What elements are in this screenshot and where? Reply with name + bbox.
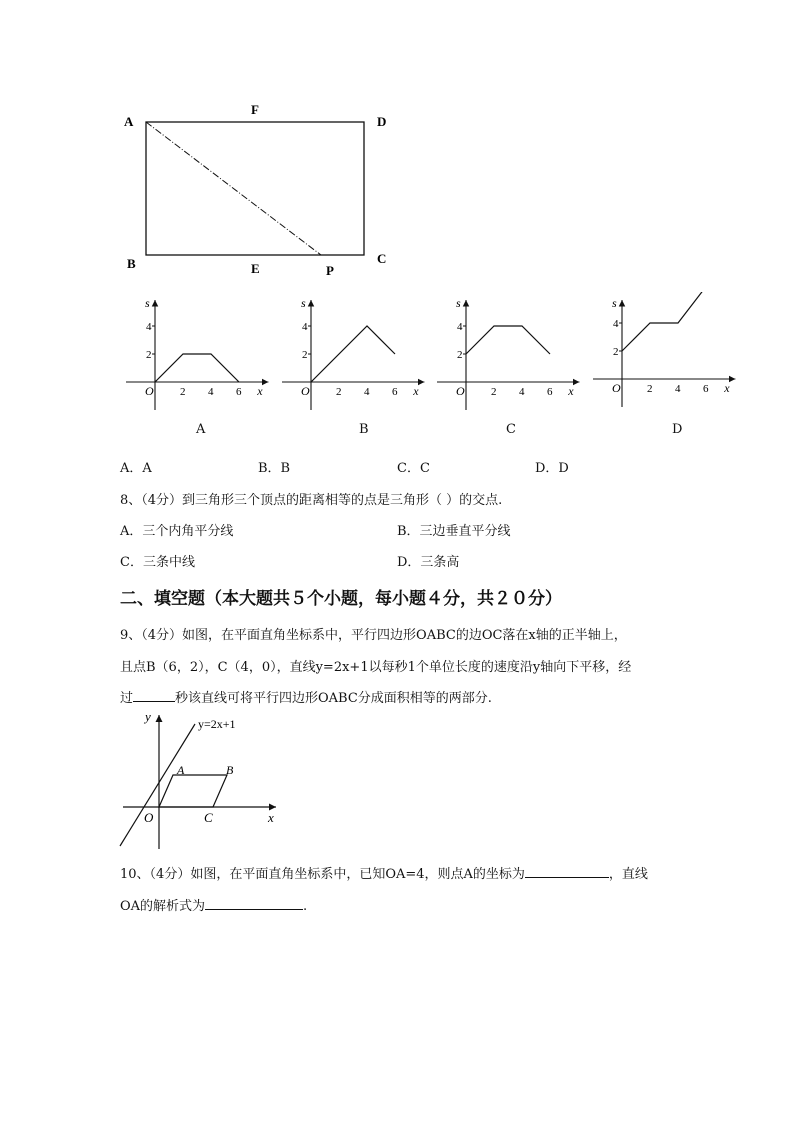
q8-option-d: D．三条高 — [397, 555, 460, 570]
q7-option-b: B．B — [258, 461, 291, 476]
graph-b — [280, 292, 430, 422]
y-tick-label: 2 — [613, 346, 619, 358]
q9-o-label: O — [144, 810, 154, 825]
q10-line1-pre: 10、（4分）如图，在平面直角坐标系中，已知OA=4，则点A的坐标为 — [120, 867, 525, 882]
graph-c — [435, 292, 585, 422]
label-E: E — [251, 261, 260, 276]
label-D: D — [377, 114, 387, 129]
y-tick-label: 2 — [457, 349, 463, 361]
q7-option-c: C．C — [397, 461, 430, 476]
q9-line-y2x1 — [120, 724, 195, 846]
q8-option-a: A．三个内角平分线 — [120, 524, 234, 539]
section-title: 二、填空题（本大题共５个小题，每小题４分，共２０分） — [120, 589, 562, 609]
x-tick-label: 4 — [364, 386, 370, 398]
x-tick-label: 2 — [647, 383, 653, 395]
x-axis-label: x — [413, 384, 419, 398]
x-tick-label: 2 — [491, 386, 497, 398]
q9-line3-pre: 过 — [120, 691, 134, 706]
q10-line2-post: . — [303, 899, 308, 914]
x-axis-label: x — [568, 384, 574, 398]
q9-c-label: C — [204, 810, 213, 825]
origin-label: O — [301, 384, 310, 398]
x-tick-label: 2 — [336, 386, 342, 398]
q9-figure — [110, 703, 290, 853]
label-B: B — [127, 256, 136, 271]
label-F: F — [251, 102, 259, 117]
q7-option-a: A．A — [120, 461, 152, 476]
y-tick-label: 4 — [146, 321, 152, 333]
q10-line1 — [120, 863, 648, 882]
q9-line-label: y=2x+1 — [198, 717, 236, 731]
x-tick-label: 6 — [703, 383, 709, 395]
origin-label: O — [145, 384, 154, 398]
graph-caption-c: C — [506, 422, 516, 437]
graph-line — [466, 326, 550, 354]
graph-caption-d: D — [672, 422, 683, 437]
x-tick-label: 6 — [392, 386, 398, 398]
q9-y-label: y — [145, 709, 151, 724]
diagonal-ap — [146, 122, 321, 255]
q10-line1-post: ，直线 — [608, 867, 648, 882]
y-axis-label: s — [301, 296, 306, 310]
y-tick-label: 4 — [302, 321, 308, 333]
q9-line1: 9、（4分）如图，在平面直角坐标系中，平行四边形OABC的边OC落在x轴的正半轴上， — [120, 628, 627, 643]
graph-line — [155, 354, 239, 382]
y-axis-label: s — [456, 296, 461, 310]
q9-answer-blank[interactable] — [133, 689, 175, 702]
q10-answer-blank-2[interactable] — [205, 897, 303, 910]
y-tick-label: 4 — [457, 321, 463, 333]
y-tick-label: 2 — [146, 349, 152, 361]
graph-line — [311, 326, 395, 382]
y-axis-label: s — [145, 296, 150, 310]
q10-answer-blank-1[interactable] — [525, 865, 609, 878]
origin-label: O — [456, 384, 465, 398]
graph-line — [622, 292, 706, 351]
label-A: A — [124, 114, 134, 129]
x-axis-label: x — [724, 381, 730, 395]
rectangle-abcd — [146, 122, 364, 255]
q8-stem: 8、（4分）到三角形三个顶点的距离相等的点是三角形（ ）的交点. — [120, 493, 503, 508]
q9-parallelogram — [159, 775, 227, 807]
y-tick-label: 4 — [613, 318, 619, 330]
q8-option-c: C．三条中线 — [120, 555, 195, 570]
x-tick-label: 6 — [547, 386, 553, 398]
y-tick-label: 2 — [302, 349, 308, 361]
q8-option-b: B．三边垂直平分线 — [397, 524, 511, 539]
label-C: C — [377, 251, 387, 266]
label-P: P — [326, 263, 334, 278]
graph-caption-a: A — [196, 422, 206, 437]
x-tick-label: 4 — [519, 386, 525, 398]
q10-line2-pre: OA的解析式为 — [120, 899, 206, 914]
q9-line2: 且点B（6，2），C（4，0），直线y=2x+1以每秒1个单位长度的速度沿y轴向下平移，经 — [120, 660, 632, 675]
q10-line2 — [120, 895, 307, 914]
q9-line3-post: 秒该直线可将平行四边形OABC分成面积相等的两部分. — [175, 691, 492, 706]
q9-a-label: A — [177, 763, 185, 777]
x-axis-label: x — [257, 384, 263, 398]
x-tick-label: 6 — [236, 386, 242, 398]
origin-label: O — [612, 381, 621, 395]
q7-option-d: D．D — [535, 461, 569, 476]
graph-a — [124, 292, 274, 422]
q9-x-label: x — [268, 810, 274, 825]
q9-b-label: B — [226, 763, 234, 777]
graph-d — [591, 292, 741, 422]
x-tick-label: 4 — [675, 383, 681, 395]
x-tick-label: 4 — [208, 386, 214, 398]
x-tick-label: 2 — [180, 386, 186, 398]
y-axis-label: s — [612, 296, 617, 310]
graph-caption-b: B — [359, 422, 369, 437]
rectangle-figure — [115, 95, 405, 285]
